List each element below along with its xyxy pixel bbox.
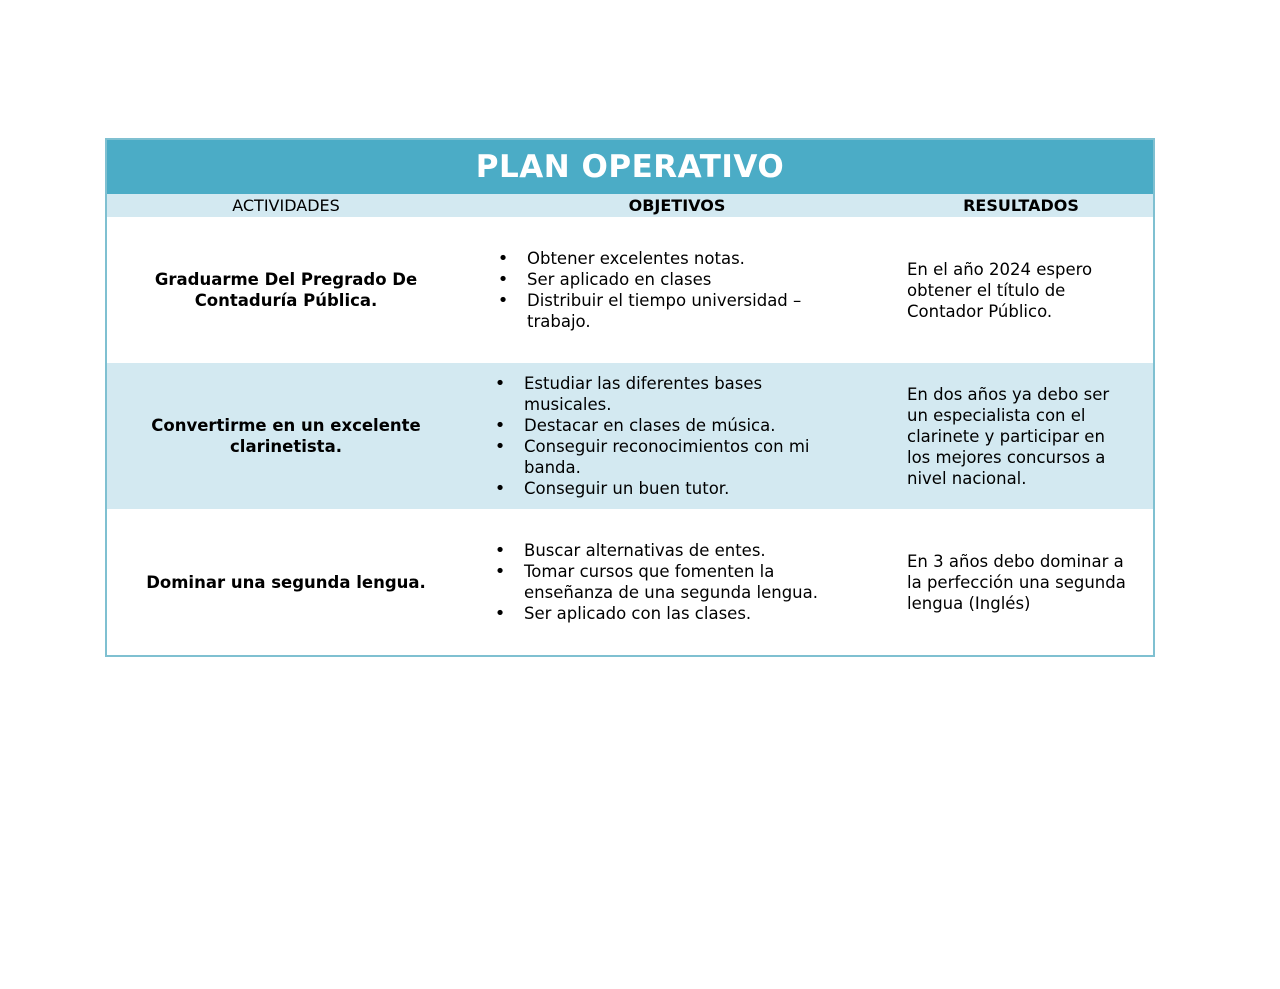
list-item: • Buscar alternativas de entes. xyxy=(524,540,854,561)
objectives-list xyxy=(494,373,844,499)
activity-cell xyxy=(107,217,465,363)
list-item: • Conseguir reconocimientos con mi banda. xyxy=(524,436,844,478)
result-cell xyxy=(889,509,1153,655)
table-row xyxy=(107,363,1153,509)
header-objectives: OBJETIVOS xyxy=(628,196,726,215)
result-text: En dos años ya debo ser un especialista con el clarinete y participar en los mejores concursos a nivel nacional. xyxy=(907,384,1110,488)
objectives-cell xyxy=(465,217,889,363)
list-item: • Distribuir el tiempo universidad – trabajo. xyxy=(527,290,827,332)
header-results: RESULTADOS xyxy=(963,196,1079,215)
activity-text: Graduarme Del Pregrado De Contaduría Pública. xyxy=(154,270,418,310)
activity-text: Convertirme en un excelente clarinetista. xyxy=(151,416,421,456)
table-row xyxy=(107,217,1153,363)
list-item: • Conseguir un buen tutor. xyxy=(524,478,844,499)
header-activities: ACTIVIDADES xyxy=(232,196,340,215)
table-title: PLAN OPERATIVO xyxy=(107,140,1153,194)
list-item: • Tomar cursos que fomenten la enseñanza de una segunda lengua. xyxy=(524,561,854,603)
activity-cell xyxy=(107,363,465,509)
plan-table xyxy=(105,138,1155,657)
activity-text: Dominar una segunda lengua. xyxy=(146,572,426,592)
list-item: • Ser aplicado en clases xyxy=(527,269,827,290)
table-row xyxy=(107,509,1153,655)
list-item: • Ser aplicado con las clases. xyxy=(524,603,854,624)
list-item: • Destacar en clases de música. xyxy=(524,415,844,436)
objectives-list xyxy=(497,248,827,332)
objectives-cell xyxy=(465,363,889,509)
header-row xyxy=(107,194,1153,217)
result-text: En el año 2024 espero obtener el título de Contador Público. xyxy=(907,259,1093,321)
result-cell xyxy=(889,217,1153,363)
list-item: • Estudiar las diferentes bases musicales. xyxy=(524,373,784,415)
objectives-cell xyxy=(465,509,889,655)
list-item: • Obtener excelentes notas. xyxy=(527,248,827,269)
objectives-list xyxy=(494,540,854,624)
result-text: En 3 años debo dominar a la perfección una segunda lengua (Inglés) xyxy=(907,551,1126,613)
result-cell xyxy=(889,363,1153,509)
activity-cell xyxy=(107,509,465,655)
